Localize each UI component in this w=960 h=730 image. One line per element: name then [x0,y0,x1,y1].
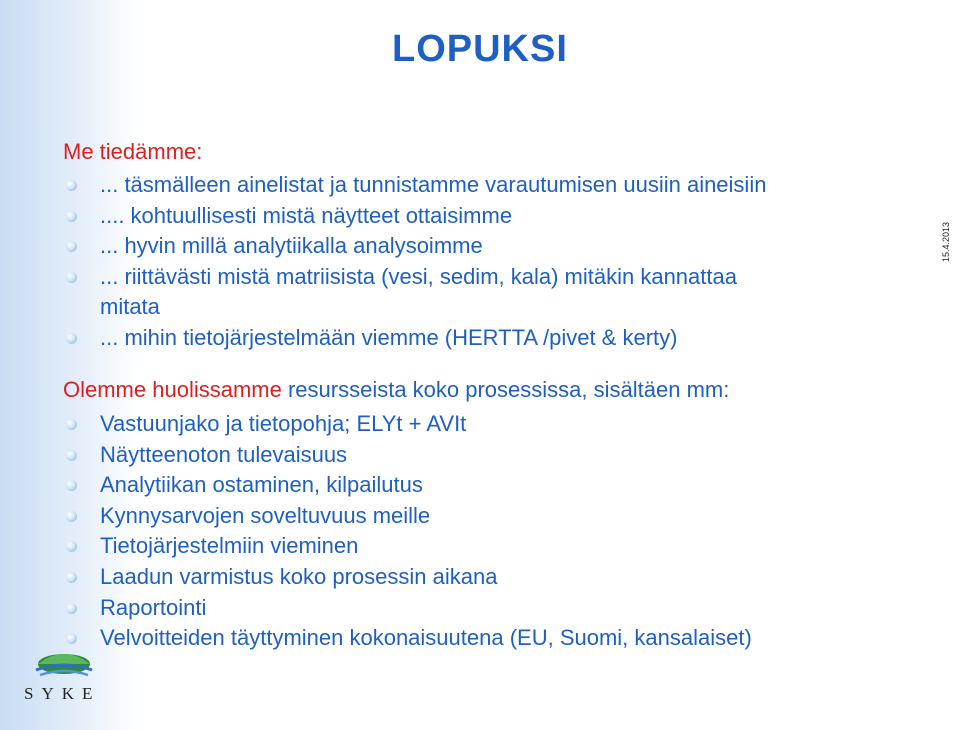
bullet-icon [66,450,77,461]
bullet-icon [66,541,77,552]
list-item: ... täsmälleen ainelistat ja tunnistamme varautumisen uusiin aineisiin [63,170,766,201]
bullet-icon [66,480,77,491]
list-item: Laadun varmistus koko prosessin aikana [63,562,752,593]
slide-title: LOPUKSI [392,28,568,70]
list-item: ... mihin tietojärjestelmään viemme (HERTTA /pivet & kerty) [63,323,766,354]
list-item: Kynnysarvojen soveltuvuus meille [63,501,752,532]
list-item-continuation: mitata [100,294,160,320]
list-item: Näytteenoton tulevaisuus [63,440,752,471]
section2-heading [63,377,729,403]
section1-heading: Me tiedämme: [63,139,203,164]
bullet-icon [66,241,77,252]
bullet-icon [66,211,77,222]
list-item: ... riittävästi mistä matriisista (vesi, sedim, kala) mitäkin kannattaa mitata [63,262,766,323]
list-item: Vastuunjako ja tietopohja; ELYt + AVIt [63,409,752,440]
list-item: Raportointi [63,593,752,624]
list-item: .... kohtuullisesti mistä näytteet ottaisimme [63,201,766,232]
bullet-icon [66,333,77,344]
bullet-icon [66,419,77,430]
list-item: ... hyvin millä analytiikalla analysoimme [63,231,766,262]
list-item: Velvoitteiden täyttyminen kokonaisuutena (EU, Suomi, kansalaiset) [63,623,752,654]
bullet-icon [66,633,77,644]
bullet-icon [66,572,77,583]
bullet-icon [66,180,77,191]
bullet-icon [66,272,77,283]
section1-list [63,170,766,354]
bullet-icon [66,511,77,522]
bullet-icon [66,603,77,614]
list-item: Analytiikan ostaminen, kilpailutus [63,470,752,501]
logo-text: SYKE [24,684,101,703]
section2-heading-rest: resursseista koko prosessissa, sisältäen mm: [281,377,730,402]
section2-list [63,409,752,654]
list-item: Tietojärjestelmiin vieminen [63,531,752,562]
slide-date: 15.4.2013 [941,221,951,262]
section2-heading-highlight: Olemme huolissamme [63,377,282,402]
